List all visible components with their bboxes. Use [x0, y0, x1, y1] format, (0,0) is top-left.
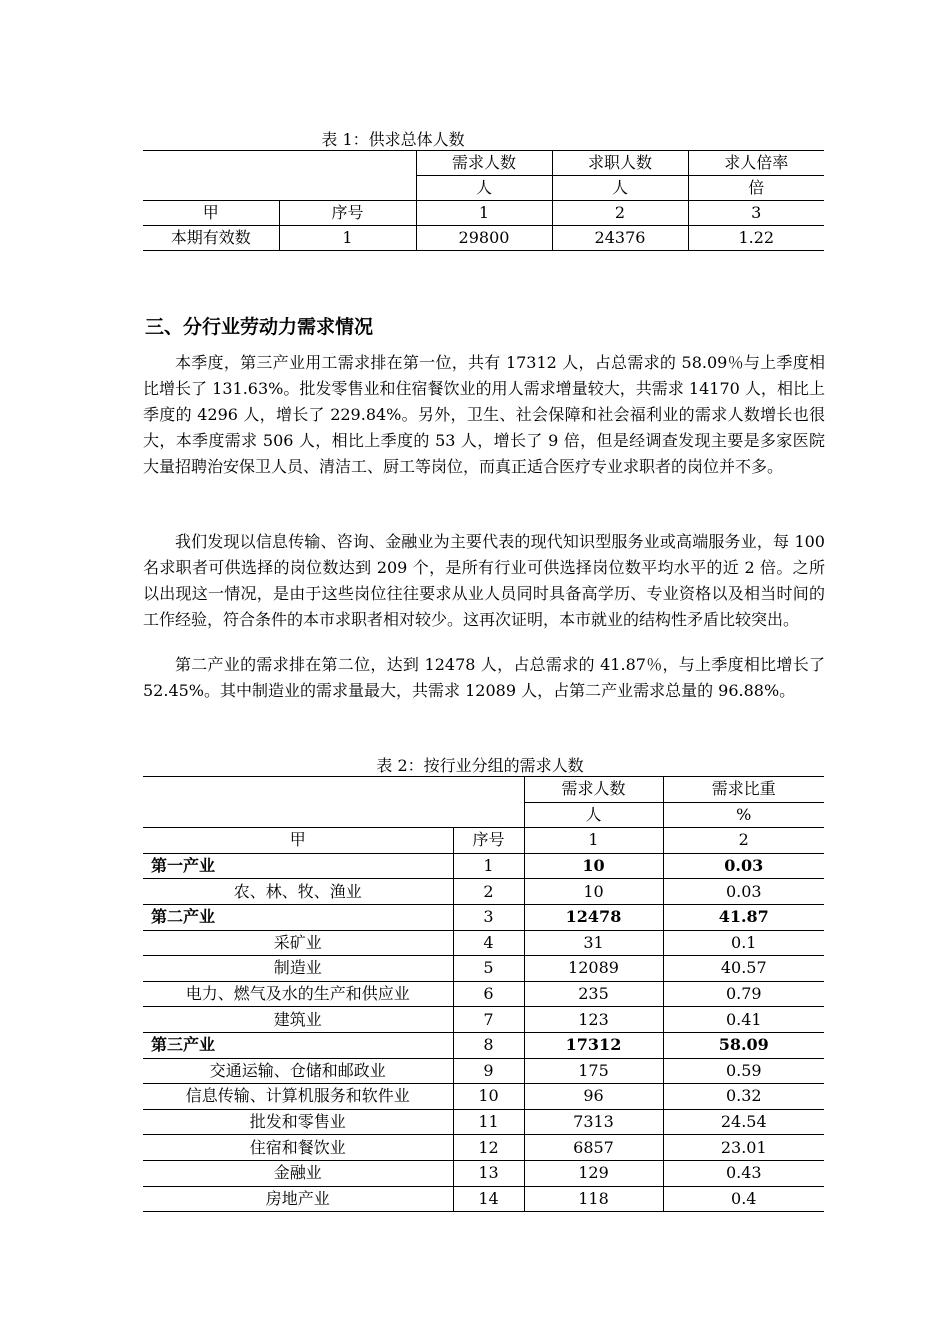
table1-header-cell: 需求人数	[416, 151, 552, 176]
table2-index-cell: 序号	[453, 828, 524, 854]
table-row	[143, 981, 824, 1007]
table2-name-cell: 信息传输、计算机服务和软件业	[143, 1084, 453, 1110]
table1-header-row	[143, 151, 824, 176]
table1-index-cell: 3	[688, 201, 824, 226]
table2-name-cell: 电力、燃气及水的生产和供应业	[143, 981, 453, 1007]
table2-name-cell: 第一产业	[143, 853, 453, 879]
table2-name-cell: 采矿业	[143, 930, 453, 956]
table2-name-cell: 农、林、牧、渔业	[143, 879, 453, 905]
table1-index-row	[143, 201, 824, 226]
table2-header-cell: 需求比重	[663, 777, 824, 803]
table-row	[143, 930, 824, 956]
body-paragraph: 本季度，第三产业用工需求排在第一位，共有 17312 人，占总需求的 58.09％与上季度相比增长了 131.63%。批发零售业和住宿餐饮业的用人需求增量较大，共需求 14170 人，相比上季度的 4296 人，增长了 229.84%。另外，卫生、社会保障和社会福利业的需求人数增长也很大，本季度需求 506 人，相比上季度的 53 人，增长了 9 倍，但是经调查发现主要是多家医院大量招聘治安保卫人员、清洁工、厨工等岗位，而真正适合医疗专业求职者的岗位并不多。	[143, 353, 825, 476]
table1-index-cell: 1	[416, 201, 552, 226]
table2-count-cell: 31	[524, 930, 663, 956]
table-row	[143, 1135, 824, 1161]
table-row	[143, 879, 824, 905]
table1-data-row	[143, 226, 824, 251]
table2-count-cell: 7313	[524, 1109, 663, 1135]
table1-data-cell: 1.22	[688, 226, 824, 251]
table2-no-cell: 9	[453, 1058, 524, 1084]
table2-header-row	[143, 777, 824, 803]
table2-count-cell: 17312	[524, 1032, 663, 1058]
table2-share-cell: 41.87	[663, 904, 824, 930]
table2-count-cell: 6857	[524, 1135, 663, 1161]
table2-share-cell: 0.03	[663, 853, 824, 879]
table1-index-cell: 甲	[143, 201, 279, 226]
table2-count-cell: 96	[524, 1084, 663, 1110]
table2-corner-cell	[143, 777, 524, 828]
table-row	[143, 1084, 824, 1110]
table2-unit-cell: 人	[524, 802, 663, 828]
table1-unit-cell: 人	[552, 176, 688, 201]
table2-count-cell: 10	[524, 879, 663, 905]
table2-caption: 表 2：按行业分组的需求人数	[376, 756, 584, 775]
table2-no-cell: 8	[453, 1032, 524, 1058]
table2-name-cell: 第三产业	[143, 1032, 453, 1058]
table2-share-cell: 0.1	[663, 930, 824, 956]
supply-demand-table	[143, 150, 824, 251]
table1-unit-cell: 倍	[688, 176, 824, 201]
table-row	[143, 1058, 824, 1084]
table2-count-cell: 118	[524, 1186, 663, 1212]
table2-index-cell: 1	[524, 828, 663, 854]
table1-header-cell: 求人倍率	[688, 151, 824, 176]
table2-no-cell: 12	[453, 1135, 524, 1161]
table2-count-cell: 175	[524, 1058, 663, 1084]
table-row	[143, 1160, 824, 1186]
table2-no-cell: 1	[453, 853, 524, 879]
table1-header-cell: 求职人数	[552, 151, 688, 176]
table2-share-cell: 0.43	[663, 1160, 824, 1186]
table2-share-cell: 0.59	[663, 1058, 824, 1084]
table2-name-cell: 制造业	[143, 956, 453, 982]
table-row	[143, 1109, 824, 1135]
body-paragraph: 第二产业的需求排在第二位，达到 12478 人，占总需求的 41.87％，与上季度相比增长了 52.45%。其中制造业的需求量最大，共需求 12089 人，占第二产业需求总量的 96.88%。	[143, 655, 825, 700]
table1-caption: 表 1：供求总体人数	[321, 130, 465, 149]
table1-data-cell: 24376	[552, 226, 688, 251]
table2-name-cell: 交通运输、仓储和邮政业	[143, 1058, 453, 1084]
table2-no-cell: 13	[453, 1160, 524, 1186]
table2-body	[143, 853, 824, 1211]
table2-no-cell: 11	[453, 1109, 524, 1135]
table-row	[143, 1186, 824, 1212]
section-heading: 三、分行业劳动力需求情况	[145, 316, 374, 338]
table2-name-cell: 住宿和餐饮业	[143, 1135, 453, 1161]
table2-share-cell: 58.09	[663, 1032, 824, 1058]
table2-name-cell: 批发和零售业	[143, 1109, 453, 1135]
table2-share-cell: 0.79	[663, 981, 824, 1007]
table2-name-cell: 房地产业	[143, 1186, 453, 1212]
table-row	[143, 1007, 824, 1033]
table2-header-cell: 需求人数	[524, 777, 663, 803]
table2-count-cell: 12478	[524, 904, 663, 930]
table1-data-cell: 29800	[416, 226, 552, 251]
table2-share-cell: 40.57	[663, 956, 824, 982]
table2-no-cell: 2	[453, 879, 524, 905]
table2-index-row	[143, 828, 824, 854]
table2-no-cell: 10	[453, 1084, 524, 1110]
table2-no-cell: 4	[453, 930, 524, 956]
table2-no-cell: 5	[453, 956, 524, 982]
table1-data-cell: 1	[279, 226, 416, 251]
table2-name-cell: 第二产业	[143, 904, 453, 930]
industry-demand-table	[143, 776, 824, 1212]
table2-no-cell: 14	[453, 1186, 524, 1212]
table2-unit-cell: %	[663, 802, 824, 828]
table2-no-cell: 3	[453, 904, 524, 930]
table-row	[143, 904, 824, 930]
table2-no-cell: 7	[453, 1007, 524, 1033]
table2-count-cell: 129	[524, 1160, 663, 1186]
table2-count-cell: 123	[524, 1007, 663, 1033]
table2-name-cell: 建筑业	[143, 1007, 453, 1033]
table2-index-cell: 甲	[143, 828, 453, 854]
table1-data-cell: 本期有效数	[143, 226, 279, 251]
table1-corner-cell	[143, 151, 416, 201]
table2-count-cell: 12089	[524, 956, 663, 982]
table2-count-cell: 235	[524, 981, 663, 1007]
table2-index-cell: 2	[663, 828, 824, 854]
table1-index-cell: 序号	[279, 201, 416, 226]
table2-share-cell: 24.54	[663, 1109, 824, 1135]
table1-unit-cell: 人	[416, 176, 552, 201]
table2-no-cell: 6	[453, 981, 524, 1007]
table2-share-cell: 0.41	[663, 1007, 824, 1033]
table2-count-cell: 10	[524, 853, 663, 879]
table2-share-cell: 0.32	[663, 1084, 824, 1110]
table2-name-cell: 金融业	[143, 1160, 453, 1186]
table2-share-cell: 0.4	[663, 1186, 824, 1212]
table-row	[143, 956, 824, 982]
body-paragraph: 我们发现以信息传输、咨询、金融业为主要代表的现代知识型服务业或高端服务业，每 100 名求职者可供选择的岗位数达到 209 个，是所有行业可供选择岗位数平均水平的近 2 倍。之所以出现这一情况，是由于这些岗位往往要求从业人员同时具备高学历、专业资格以及相当时间的工作经验，符合条件的本市求职者相对较少。这再次证明，本市就业的结构性矛盾比较突出。	[143, 532, 825, 629]
table1-index-cell: 2	[552, 201, 688, 226]
table-row	[143, 1032, 824, 1058]
table-row	[143, 853, 824, 879]
table2-share-cell: 23.01	[663, 1135, 824, 1161]
table2-share-cell: 0.03	[663, 879, 824, 905]
